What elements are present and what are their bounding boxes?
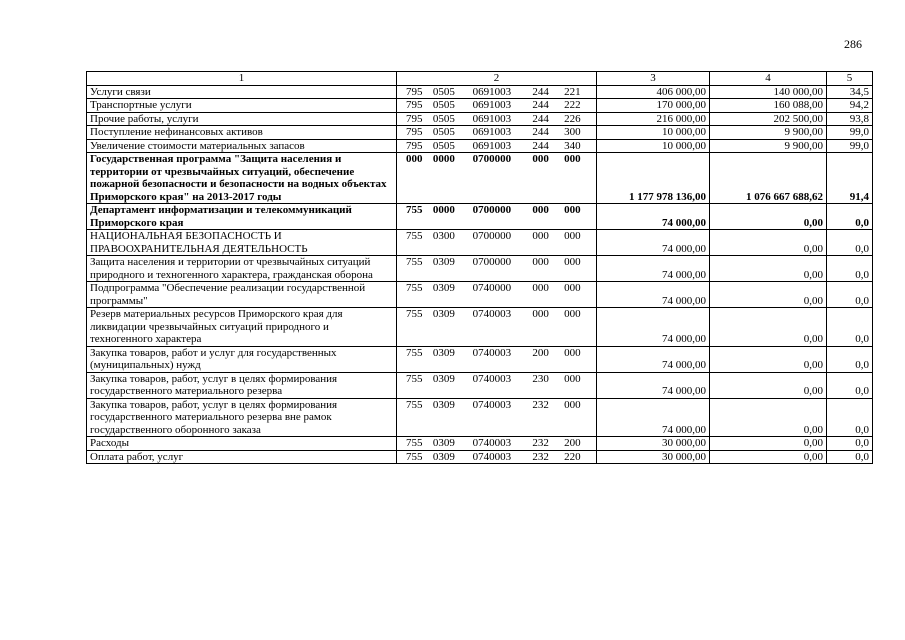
row-code-section: 0505 — [432, 112, 455, 125]
row-code-target: 0691003 — [472, 112, 512, 125]
row-code-expense-type: 000 — [532, 153, 549, 165]
row-name: Услуги связи — [87, 85, 397, 99]
row-code-grbs: 000 — [406, 153, 423, 165]
row-code-grbs: 755 — [406, 450, 423, 463]
header-col-4: 4 — [710, 72, 827, 86]
row-name: Защита населения и территории от чрезвычайных ситуаций природного и техногенного характера, гражданская оборона — [87, 256, 397, 282]
row-percent: 99,0 — [827, 139, 873, 153]
row-fact: 0,00 — [710, 308, 827, 347]
row-code-expense-type: 200 — [532, 346, 549, 359]
row-code-section: 0505 — [432, 126, 455, 138]
row-code-target: 0740003 — [472, 308, 512, 320]
row-code-expense-type: 244 — [532, 85, 549, 98]
row-code-kosgu: 000 — [564, 230, 581, 242]
row-plan: 1 177 978 136,00 — [597, 153, 710, 204]
row-plan: 74 000,00 — [597, 398, 710, 437]
row-percent: 0,0 — [827, 398, 873, 437]
row-code-section: 0505 — [432, 99, 455, 111]
row-percent: 0,0 — [827, 204, 873, 230]
row-code — [397, 112, 597, 126]
row-code-kosgu: 222 — [564, 99, 581, 111]
row-code — [397, 372, 597, 398]
row-plan: 74 000,00 — [597, 204, 710, 230]
row-code — [397, 230, 597, 256]
row-name: Государственная программа "Защита населения и территории от чрезвычайных ситуаций, обеспечение пожарной безопасности и безопасности на водных объектах Приморского края" на 2013-2017 годы — [87, 153, 397, 204]
row-code-section: 0309 — [432, 437, 455, 449]
row-name: Департамент информатизации и телекоммуникаций Приморского края — [87, 204, 397, 230]
table-row — [87, 256, 873, 282]
row-code-kosgu: 000 — [564, 372, 581, 385]
row-code-expense-type: 000 — [532, 204, 549, 216]
table-row — [87, 450, 873, 464]
row-code-kosgu: 221 — [564, 85, 581, 98]
row-code-target: 0700000 — [472, 204, 512, 216]
header-col-2: 2 — [397, 72, 597, 86]
row-code-section: 0000 — [432, 153, 455, 165]
row-code-expense-type: 244 — [532, 112, 549, 125]
header-col-1: 1 — [87, 72, 397, 86]
row-fact: 0,00 — [710, 256, 827, 282]
table-row — [87, 398, 873, 437]
row-code-kosgu: 000 — [564, 398, 581, 411]
row-code-section: 0309 — [432, 450, 455, 463]
table-row — [87, 437, 873, 451]
row-name: Подпрограмма "Обеспечение реализации государственной программы" — [87, 282, 397, 308]
row-code-target: 0700000 — [472, 153, 512, 165]
row-code-target: 0740003 — [472, 346, 512, 359]
row-code-target: 0740003 — [472, 450, 512, 463]
row-code-grbs: 795 — [406, 126, 423, 138]
row-percent: 91,4 — [827, 153, 873, 204]
table-row — [87, 230, 873, 256]
row-code-target: 0691003 — [472, 99, 512, 111]
row-plan: 30 000,00 — [597, 437, 710, 451]
row-percent: 99,0 — [827, 126, 873, 140]
row-percent: 0,0 — [827, 230, 873, 256]
row-percent: 0,0 — [827, 372, 873, 398]
row-plan: 216 000,00 — [597, 112, 710, 126]
row-name: Закупка товаров, работ, услуг в целях формирования государственного материального резерва — [87, 372, 397, 398]
row-code-grbs: 795 — [406, 139, 423, 152]
row-code-expense-type: 000 — [532, 230, 549, 242]
table-header-row — [87, 72, 873, 86]
row-code-kosgu: 000 — [564, 282, 581, 294]
row-code-section: 0309 — [432, 398, 455, 411]
row-fact: 0,00 — [710, 398, 827, 437]
row-fact: 160 088,00 — [710, 99, 827, 113]
row-name: Закупка товаров, работ, услуг в целях формирования государственного материального резерва вне рамок государственного оборонного заказа — [87, 398, 397, 437]
row-fact: 0,00 — [710, 230, 827, 256]
row-name: Прочие работы, услуги — [87, 112, 397, 126]
row-name: Оплата работ, услуг — [87, 450, 397, 464]
row-code — [397, 398, 597, 437]
row-code — [397, 346, 597, 372]
row-fact: 0,00 — [710, 437, 827, 451]
row-code — [397, 204, 597, 230]
row-code-section: 0505 — [432, 139, 455, 152]
row-plan: 74 000,00 — [597, 372, 710, 398]
row-plan: 74 000,00 — [597, 282, 710, 308]
row-fact: 1 076 667 688,62 — [710, 153, 827, 204]
row-code-kosgu: 000 — [564, 256, 581, 268]
row-plan: 10 000,00 — [597, 126, 710, 140]
row-code-target: 0740000 — [472, 282, 512, 294]
row-code-kosgu: 200 — [564, 437, 581, 449]
row-code-expense-type: 232 — [532, 450, 549, 463]
table-row — [87, 126, 873, 140]
row-code-grbs: 755 — [406, 256, 423, 268]
row-code — [397, 308, 597, 347]
row-plan: 10 000,00 — [597, 139, 710, 153]
row-code-expense-type: 230 — [532, 372, 549, 385]
row-name: НАЦИОНАЛЬНАЯ БЕЗОПАСНОСТЬ И ПРАВООХРАНИТЕЛЬНАЯ ДЕЯТЕЛЬНОСТЬ — [87, 230, 397, 256]
row-code — [397, 450, 597, 464]
row-fact: 0,00 — [710, 346, 827, 372]
row-code-target: 0740003 — [472, 372, 512, 385]
row-code-grbs: 795 — [406, 99, 423, 111]
row-plan: 74 000,00 — [597, 346, 710, 372]
row-code-kosgu: 226 — [564, 112, 581, 125]
row-code — [397, 153, 597, 204]
table-row — [87, 372, 873, 398]
row-percent: 0,0 — [827, 308, 873, 347]
table-row — [87, 346, 873, 372]
row-code — [397, 139, 597, 153]
row-percent: 0,0 — [827, 437, 873, 451]
row-name: Увеличение стоимости материальных запасов — [87, 139, 397, 153]
row-code-kosgu: 000 — [564, 308, 581, 320]
row-code-kosgu: 000 — [564, 204, 581, 216]
row-code-section: 0309 — [432, 346, 455, 359]
row-plan: 74 000,00 — [597, 230, 710, 256]
row-code-expense-type: 244 — [532, 99, 549, 111]
row-code-section: 0309 — [432, 256, 455, 268]
table-row — [87, 139, 873, 153]
row-code-expense-type: 244 — [532, 126, 549, 138]
row-code-target: 0740003 — [472, 437, 512, 449]
row-code-grbs: 795 — [406, 112, 423, 125]
row-percent: 0,0 — [827, 282, 873, 308]
row-name: Поступление нефинансовых активов — [87, 126, 397, 140]
table-row — [87, 112, 873, 126]
row-percent: 93,8 — [827, 112, 873, 126]
row-fact: 9 900,00 — [710, 139, 827, 153]
row-code-section: 0309 — [432, 372, 455, 385]
row-name: Расходы — [87, 437, 397, 451]
row-plan: 74 000,00 — [597, 308, 710, 347]
budget-table — [86, 71, 873, 464]
row-code — [397, 99, 597, 113]
table-row — [87, 85, 873, 99]
row-code-section: 0309 — [432, 308, 455, 320]
row-code-grbs: 755 — [406, 437, 423, 449]
row-plan: 30 000,00 — [597, 450, 710, 464]
row-fact: 0,00 — [710, 372, 827, 398]
row-code-kosgu: 000 — [564, 346, 581, 359]
row-code-grbs: 755 — [406, 204, 423, 216]
table-row — [87, 204, 873, 230]
row-code — [397, 437, 597, 451]
row-code-grbs: 755 — [406, 230, 423, 242]
row-code-grbs: 755 — [406, 398, 423, 411]
header-col-5: 5 — [827, 72, 873, 86]
row-fact: 0,00 — [710, 450, 827, 464]
row-code-kosgu: 000 — [564, 153, 581, 165]
row-name: Резерв материальных ресурсов Приморского края для ликвидации чрезвычайных ситуаций природного и техногенного характера — [87, 308, 397, 347]
row-code-target: 0700000 — [472, 230, 512, 242]
row-code-kosgu: 300 — [564, 126, 581, 138]
row-fact: 9 900,00 — [710, 126, 827, 140]
row-code-grbs: 755 — [406, 282, 423, 294]
row-code-section: 0300 — [432, 230, 455, 242]
row-code-target: 0700000 — [472, 256, 512, 268]
row-code-grbs: 755 — [406, 372, 423, 385]
row-percent: 0,0 — [827, 450, 873, 464]
row-code-grbs: 755 — [406, 308, 423, 320]
table-row — [87, 153, 873, 204]
row-code-target: 0691003 — [472, 139, 512, 152]
row-code-grbs: 755 — [406, 346, 423, 359]
header-col-3: 3 — [597, 72, 710, 86]
row-code-kosgu: 340 — [564, 139, 581, 152]
table-row — [87, 282, 873, 308]
row-code — [397, 126, 597, 140]
row-code-expense-type: 244 — [532, 139, 549, 152]
row-fact: 140 000,00 — [710, 85, 827, 99]
row-name: Транспортные услуги — [87, 99, 397, 113]
row-percent: 94,2 — [827, 99, 873, 113]
table-body — [87, 72, 873, 464]
row-percent: 0,0 — [827, 256, 873, 282]
table-row — [87, 308, 873, 347]
row-percent: 34,5 — [827, 85, 873, 99]
row-code-expense-type: 000 — [532, 256, 549, 268]
page-number: 286 — [844, 37, 862, 51]
row-fact: 202 500,00 — [710, 112, 827, 126]
row-code — [397, 282, 597, 308]
row-fact: 0,00 — [710, 204, 827, 230]
row-code-kosgu: 220 — [564, 450, 581, 463]
row-name: Закупка товаров, работ и услуг для государственных (муниципальных) нужд — [87, 346, 397, 372]
row-plan: 170 000,00 — [597, 99, 710, 113]
row-fact: 0,00 — [710, 282, 827, 308]
row-code-target: 0740003 — [472, 398, 512, 411]
row-code — [397, 85, 597, 99]
row-percent: 0,0 — [827, 346, 873, 372]
row-code-section: 0000 — [432, 204, 455, 216]
table-row — [87, 99, 873, 113]
row-code-section: 0309 — [432, 282, 455, 294]
row-plan: 74 000,00 — [597, 256, 710, 282]
row-code-target: 0691003 — [472, 85, 512, 98]
row-code — [397, 256, 597, 282]
row-code-grbs: 795 — [406, 85, 423, 98]
row-code-section: 0505 — [432, 85, 455, 98]
row-code-expense-type: 232 — [532, 398, 549, 411]
row-code-expense-type: 232 — [532, 437, 549, 449]
row-code-target: 0691003 — [472, 126, 512, 138]
row-code-expense-type: 000 — [532, 308, 549, 320]
row-code-expense-type: 000 — [532, 282, 549, 294]
row-plan: 406 000,00 — [597, 85, 710, 99]
